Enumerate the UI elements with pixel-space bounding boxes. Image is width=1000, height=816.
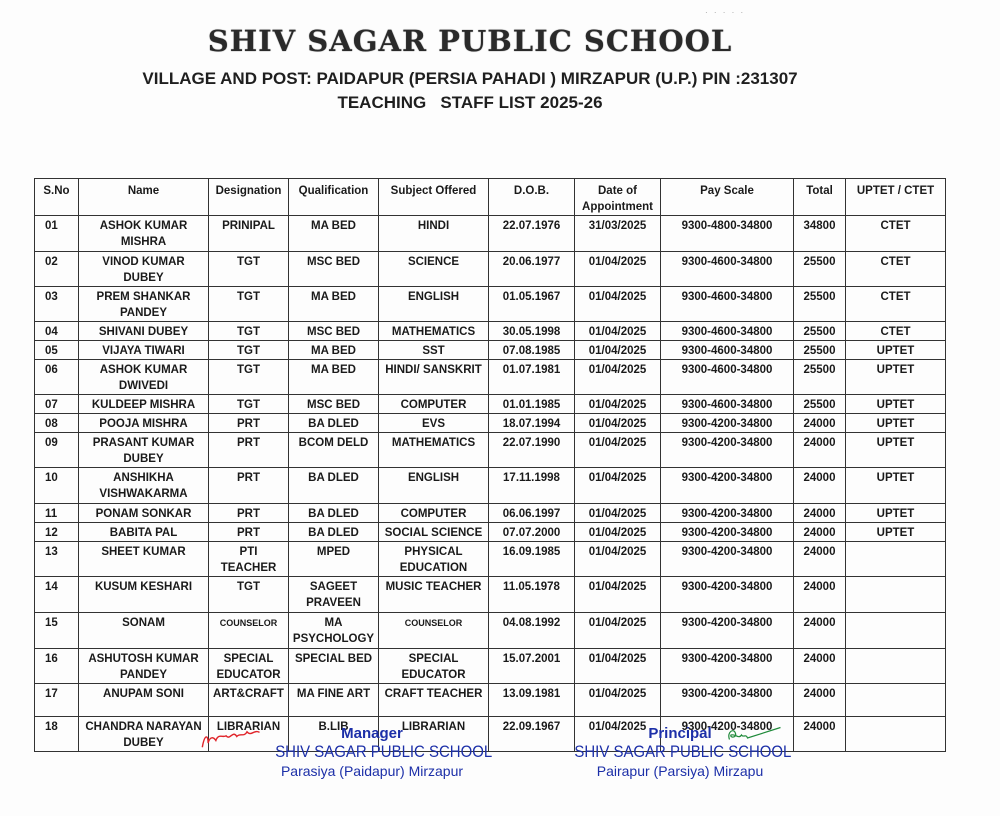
pay-scale-cell: 9300-4200-34800 bbox=[661, 649, 794, 684]
sno-cell: 09 bbox=[35, 433, 79, 468]
qualification-cell: BA DLED bbox=[289, 504, 379, 523]
designation-cell: LIBRARIAN bbox=[209, 717, 289, 752]
name-cell: VIJAYA TIWARI bbox=[79, 341, 209, 360]
appointment-date-cell: 01/04/2025 bbox=[575, 504, 661, 523]
total-cell: 24000 bbox=[794, 649, 846, 684]
sno-cell: 07 bbox=[35, 395, 79, 414]
school-name: SHIV SAGAR PUBLIC SCHOOL bbox=[207, 24, 733, 58]
appointment-date-cell: 01/04/2025 bbox=[575, 287, 661, 322]
designation-cell: PRINIPAL bbox=[209, 216, 289, 252]
total-cell: 25500 bbox=[794, 341, 846, 360]
col-header-dob: D.O.B. bbox=[489, 179, 575, 216]
subject-cell: COUNSELOR bbox=[379, 613, 489, 649]
sno-cell: 16 bbox=[35, 649, 79, 684]
table-row bbox=[35, 414, 946, 433]
sno-cell: 15 bbox=[35, 613, 79, 649]
tet-cell: UPTET bbox=[846, 414, 946, 433]
dob-cell: 22.07.1976 bbox=[489, 216, 575, 252]
qualification-cell: BA DLED bbox=[289, 468, 379, 504]
dob-cell: 16.09.1985 bbox=[489, 542, 575, 577]
table-row bbox=[35, 613, 946, 649]
table-row bbox=[35, 433, 946, 468]
subject-cell: LIBRARIAN bbox=[379, 717, 489, 752]
designation-cell: ART&CRAFT bbox=[209, 684, 289, 717]
dob-cell: 04.08.1992 bbox=[489, 613, 575, 649]
sno-cell: 14 bbox=[35, 577, 79, 613]
sno-cell: 02 bbox=[35, 252, 79, 287]
name-cell: SHEET KUMAR bbox=[79, 542, 209, 577]
total-cell: 25500 bbox=[794, 360, 846, 395]
principal-stamp-location: Pairapur (Parsiya) Mirzapu bbox=[596, 763, 764, 779]
sno-cell: 06 bbox=[35, 360, 79, 395]
dob-cell: 22.07.1990 bbox=[489, 433, 575, 468]
dob-cell: 13.09.1981 bbox=[489, 684, 575, 717]
manager-stamp-location: Parasiya (Paidapur) Mirzapur bbox=[280, 763, 464, 779]
dob-cell: 11.05.1978 bbox=[489, 577, 575, 613]
total-cell: 24000 bbox=[794, 542, 846, 577]
appointment-date-cell: 01/04/2025 bbox=[575, 341, 661, 360]
total-cell: 25500 bbox=[794, 252, 846, 287]
designation-cell: SPECIAL EDUCATOR bbox=[209, 649, 289, 684]
subject-cell: SCIENCE bbox=[379, 252, 489, 287]
tet-cell: UPTET bbox=[846, 504, 946, 523]
appointment-date-cell: 01/04/2025 bbox=[575, 468, 661, 504]
designation-cell: PRT bbox=[209, 504, 289, 523]
designation-cell: TGT bbox=[209, 395, 289, 414]
principal-role: Principal bbox=[648, 725, 712, 742]
total-cell: 24000 bbox=[794, 504, 846, 523]
manager-stamp bbox=[262, 725, 493, 780]
col-header-designation: Designation bbox=[209, 179, 289, 216]
tet-cell: UPTET bbox=[846, 341, 946, 360]
tet-cell: CTET bbox=[846, 216, 946, 252]
dob-cell: 06.06.1997 bbox=[489, 504, 575, 523]
table-row bbox=[35, 684, 946, 717]
dob-cell: 22.09.1967 bbox=[489, 717, 575, 752]
col-header-total: Total bbox=[794, 179, 846, 216]
name-cell: SHIVANI DUBEY bbox=[79, 322, 209, 341]
qualification-cell: MA BED bbox=[289, 360, 379, 395]
dob-cell: 30.05.1998 bbox=[489, 322, 575, 341]
pay-scale-cell: 9300-4200-34800 bbox=[661, 414, 794, 433]
sno-cell: 05 bbox=[35, 341, 79, 360]
appointment-date-cell: 31/03/2025 bbox=[575, 216, 661, 252]
sno-cell: 03 bbox=[35, 287, 79, 322]
tet-cell: UPTET bbox=[846, 468, 946, 504]
pay-scale-cell: 9300-4800-34800 bbox=[661, 216, 794, 252]
dob-cell: 20.06.1977 bbox=[489, 252, 575, 287]
tet-cell: CTET bbox=[846, 322, 946, 341]
name-cell: PRASANT KUMAR DUBEY bbox=[79, 433, 209, 468]
qualification-cell: MA BED bbox=[289, 287, 379, 322]
subject-cell: MUSIC TEACHER bbox=[379, 577, 489, 613]
appointment-date-cell: 01/04/2025 bbox=[575, 414, 661, 433]
name-cell: POOJA MISHRA bbox=[79, 414, 209, 433]
principal-stamp-school: SHIV SAGAR PUBLIC SCHOOL bbox=[574, 742, 792, 761]
qualification-cell: BA DLED bbox=[289, 414, 379, 433]
total-cell: 24000 bbox=[794, 414, 846, 433]
dob-cell: 17.11.1998 bbox=[489, 468, 575, 504]
designation-cell: TGT bbox=[209, 341, 289, 360]
subject-cell: SST bbox=[379, 341, 489, 360]
appointment-date-cell: 01/04/2025 bbox=[575, 577, 661, 613]
total-cell: 34800 bbox=[794, 216, 846, 252]
table-row bbox=[35, 649, 946, 684]
qualification-cell: MA PSYCHOLOGY bbox=[289, 613, 379, 649]
total-cell: 24000 bbox=[794, 523, 846, 542]
appointment-date-cell: 01/04/2025 bbox=[575, 649, 661, 684]
col-header-doa: Date of Appointment bbox=[575, 179, 661, 216]
pay-scale-cell: 9300-4200-34800 bbox=[661, 613, 794, 649]
qualification-cell: MA FINE ART bbox=[289, 684, 379, 717]
subject-cell: PHYSICAL EDUCATION bbox=[379, 542, 489, 577]
name-cell: KUSUM KESHARI bbox=[79, 577, 209, 613]
appointment-date-cell: 01/04/2025 bbox=[575, 433, 661, 468]
tet-cell bbox=[846, 717, 946, 752]
subject-cell: CRAFT TEACHER bbox=[379, 684, 489, 717]
name-cell: BABITA PAL bbox=[79, 523, 209, 542]
total-cell: 24000 bbox=[794, 684, 846, 717]
table-row bbox=[35, 252, 946, 287]
sno-cell: 18 bbox=[35, 717, 79, 752]
designation-cell: TGT bbox=[209, 252, 289, 287]
appointment-date-cell: 01/04/2025 bbox=[575, 684, 661, 717]
appointment-date-cell: 01/04/2025 bbox=[575, 252, 661, 287]
staff-table-body bbox=[35, 216, 946, 752]
table-row bbox=[35, 360, 946, 395]
tet-cell: UPTET bbox=[846, 433, 946, 468]
appointment-date-cell: 01/04/2025 bbox=[575, 322, 661, 341]
pay-scale-cell: 9300-4600-34800 bbox=[661, 322, 794, 341]
subject-cell: MATHEMATICS bbox=[379, 433, 489, 468]
pay-scale-cell: 9300-4200-34800 bbox=[661, 684, 794, 717]
dob-cell: 01.05.1967 bbox=[489, 287, 575, 322]
qualification-cell: MA BED bbox=[289, 341, 379, 360]
col-header-sno: S.No bbox=[35, 179, 79, 216]
school-address: VILLAGE AND POST: PAIDAPUR (PERSIA PAHADI ) MIRZAPUR (U.P.) PIN :231307 bbox=[142, 69, 798, 88]
scan-speck: · · · · · bbox=[705, 8, 746, 17]
subject-cell: EVS bbox=[379, 414, 489, 433]
dob-cell: 15.07.2001 bbox=[489, 649, 575, 684]
qualification-cell: MPED bbox=[289, 542, 379, 577]
name-cell: CHANDRA NARAYAN DUBEY bbox=[79, 717, 209, 752]
pay-scale-cell: 9300-4200-34800 bbox=[661, 433, 794, 468]
name-cell: ASHOK KUMAR DWIVEDI bbox=[79, 360, 209, 395]
col-header-name: Name bbox=[79, 179, 209, 216]
appointment-date-cell: 01/04/2025 bbox=[575, 542, 661, 577]
sno-cell: 08 bbox=[35, 414, 79, 433]
pay-scale-cell: 9300-4200-34800 bbox=[661, 542, 794, 577]
tet-cell bbox=[846, 577, 946, 613]
appointment-date-cell: 01/04/2025 bbox=[575, 613, 661, 649]
total-cell: 25500 bbox=[794, 395, 846, 414]
appointment-date-cell: 01/04/2025 bbox=[575, 717, 661, 752]
table-row bbox=[35, 322, 946, 341]
principal-stamp bbox=[560, 726, 800, 780]
qualification-cell: MSC BED bbox=[289, 322, 379, 341]
pay-scale-cell: 9300-4600-34800 bbox=[661, 341, 794, 360]
subject-cell: ENGLISH bbox=[379, 287, 489, 322]
name-cell: SONAM bbox=[79, 613, 209, 649]
qualification-cell: SPECIAL BED bbox=[289, 649, 379, 684]
designation-cell: PRT bbox=[209, 433, 289, 468]
staff-table bbox=[34, 178, 946, 752]
name-cell: ASHUTOSH KUMAR PANDEY bbox=[79, 649, 209, 684]
col-header-subject: Subject Offered bbox=[379, 179, 489, 216]
table-row bbox=[35, 341, 946, 360]
designation-cell: PRT bbox=[209, 414, 289, 433]
total-cell: 24000 bbox=[794, 577, 846, 613]
name-cell: ANSHIKHA VISHWAKARMA bbox=[79, 468, 209, 504]
qualification-cell: B.LIB bbox=[289, 717, 379, 752]
sno-cell: 12 bbox=[35, 523, 79, 542]
col-header-qualification: Qualification bbox=[289, 179, 379, 216]
pay-scale-cell: 9300-4200-34800 bbox=[661, 523, 794, 542]
name-cell: KULDEEP MISHRA bbox=[79, 395, 209, 414]
sno-cell: 01 bbox=[35, 216, 79, 252]
pay-scale-cell: 9300-4600-34800 bbox=[661, 360, 794, 395]
appointment-date-cell: 01/04/2025 bbox=[575, 360, 661, 395]
subject-cell: COMPUTER bbox=[379, 395, 489, 414]
appointment-date-cell: 01/04/2025 bbox=[575, 395, 661, 414]
table-header-row bbox=[35, 179, 946, 216]
appointment-date-cell: 01/04/2025 bbox=[575, 523, 661, 542]
tet-cell: UPTET bbox=[846, 523, 946, 542]
subject-cell: SOCIAL SCIENCE bbox=[379, 523, 489, 542]
tet-cell: CTET bbox=[846, 252, 946, 287]
manager-role: Manager bbox=[341, 725, 403, 742]
name-cell: ASHOK KUMAR MISHRA bbox=[79, 216, 209, 252]
pay-scale-cell: 9300-4200-34800 bbox=[661, 504, 794, 523]
sno-cell: 10 bbox=[35, 468, 79, 504]
name-cell: ANUPAM SONI bbox=[79, 684, 209, 717]
dob-cell: 01.01.1985 bbox=[489, 395, 575, 414]
pay-scale-cell: 9300-4200-34800 bbox=[661, 468, 794, 504]
subject-cell: MATHEMATICS bbox=[379, 322, 489, 341]
col-header-pay-scale: Pay Scale bbox=[661, 179, 794, 216]
total-cell: 25500 bbox=[794, 322, 846, 341]
table-row bbox=[35, 468, 946, 504]
tet-cell bbox=[846, 542, 946, 577]
name-cell: VINOD KUMAR DUBEY bbox=[79, 252, 209, 287]
tet-cell: UPTET bbox=[846, 360, 946, 395]
designation-cell: COUNSELOR bbox=[209, 613, 289, 649]
manager-stamp-school: SHIV SAGAR PUBLIC SCHOOL bbox=[275, 742, 493, 761]
dob-cell: 07.07.2000 bbox=[489, 523, 575, 542]
tet-cell bbox=[846, 613, 946, 649]
table-row bbox=[35, 287, 946, 322]
total-cell: 24000 bbox=[794, 613, 846, 649]
dob-cell: 01.07.1981 bbox=[489, 360, 575, 395]
subject-cell: HINDI bbox=[379, 216, 489, 252]
qualification-cell: BCOM DELD bbox=[289, 433, 379, 468]
designation-cell: TGT bbox=[209, 287, 289, 322]
subject-cell: ENGLISH bbox=[379, 468, 489, 504]
total-cell: 24000 bbox=[794, 468, 846, 504]
tet-cell bbox=[846, 649, 946, 684]
designation-cell: TGT bbox=[209, 360, 289, 395]
sno-cell: 04 bbox=[35, 322, 79, 341]
total-cell: 24000 bbox=[794, 433, 846, 468]
table-row bbox=[35, 216, 946, 252]
pay-scale-cell: 9300-4600-34800 bbox=[661, 287, 794, 322]
name-cell: PREM SHANKAR PANDEY bbox=[79, 287, 209, 322]
pay-scale-cell: 9300-4200-34800 bbox=[661, 577, 794, 613]
tet-cell: UPTET bbox=[846, 395, 946, 414]
sno-cell: 17 bbox=[35, 684, 79, 717]
total-cell: 24000 bbox=[794, 717, 846, 752]
name-cell: PONAM SONKAR bbox=[79, 504, 209, 523]
sno-cell: 13 bbox=[35, 542, 79, 577]
subject-cell: HINDI/ SANSKRIT bbox=[379, 360, 489, 395]
designation-cell: PTI TEACHER bbox=[209, 542, 289, 577]
sno-cell: 11 bbox=[35, 504, 79, 523]
pay-scale-cell: 9300-4600-34800 bbox=[661, 252, 794, 287]
qualification-cell: MSC BED bbox=[289, 395, 379, 414]
tet-cell: CTET bbox=[846, 287, 946, 322]
col-header-tet: UPTET / CTET bbox=[846, 179, 946, 216]
designation-cell: TGT bbox=[209, 322, 289, 341]
pay-scale-cell: 9300-4200-34800 bbox=[661, 717, 794, 752]
designation-cell: TGT bbox=[209, 577, 289, 613]
table-row bbox=[35, 504, 946, 523]
dob-cell: 07.08.1985 bbox=[489, 341, 575, 360]
tet-cell bbox=[846, 684, 946, 717]
table-row bbox=[35, 395, 946, 414]
qualification-cell: SAGEET PRAVEEN bbox=[289, 577, 379, 613]
table-row bbox=[35, 523, 946, 542]
table-row bbox=[35, 542, 946, 577]
qualification-cell: MA BED bbox=[289, 216, 379, 252]
total-cell: 25500 bbox=[794, 287, 846, 322]
qualification-cell: MSC BED bbox=[289, 252, 379, 287]
dob-cell: 18.07.1994 bbox=[489, 414, 575, 433]
table-row bbox=[35, 577, 946, 613]
subject-cell: COMPUTER bbox=[379, 504, 489, 523]
designation-cell: PRT bbox=[209, 523, 289, 542]
pay-scale-cell: 9300-4600-34800 bbox=[661, 395, 794, 414]
qualification-cell: BA DLED bbox=[289, 523, 379, 542]
list-title: TEACHING STAFF LIST 2025-26 bbox=[337, 93, 603, 112]
designation-cell: PRT bbox=[209, 468, 289, 504]
subject-cell: SPECIAL EDUCATOR bbox=[379, 649, 489, 684]
